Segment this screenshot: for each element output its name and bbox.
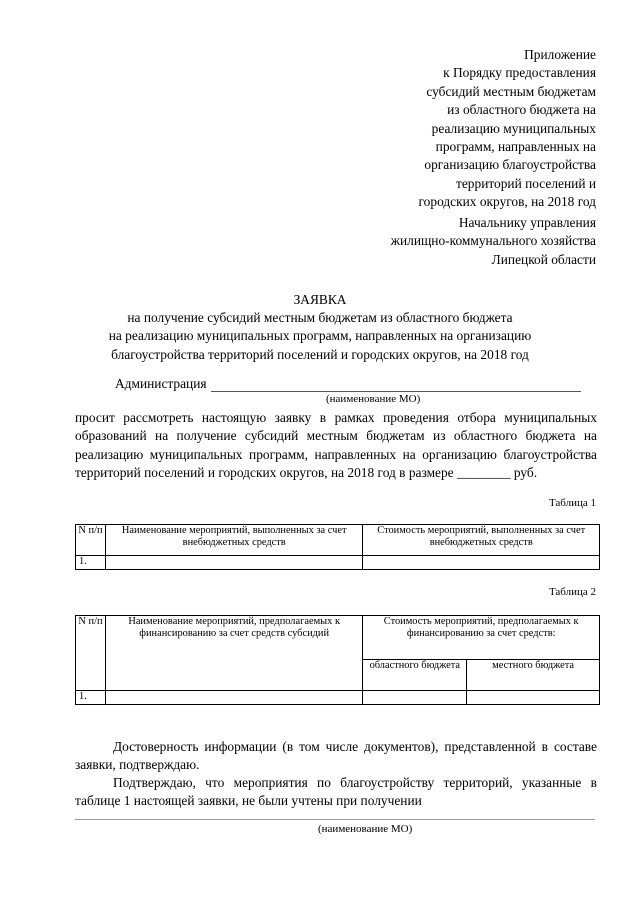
- addressee-line: Начальнику управления: [458, 215, 596, 230]
- document-heading: [0, 291, 640, 364]
- addressee-line: Липецкой области: [491, 251, 596, 267]
- table2-header-cost: Стоимость мероприятий, предполагаемых к финансированию за счет средств:: [363, 616, 600, 660]
- name-hint: (наименование МО): [326, 393, 421, 405]
- appendix-line: Приложение: [524, 47, 596, 62]
- heading-line: на получение субсидий местным бюджетам из областного бюджета: [127, 310, 513, 326]
- addressee-line: жилищно-коммунального хозяйства: [390, 233, 596, 249]
- signature-line: [75, 819, 595, 820]
- administration-label: Администрация: [115, 376, 207, 391]
- footer-name-hint: (наименование МО): [318, 823, 413, 835]
- table2-subheader-local: местного бюджета: [467, 660, 600, 691]
- table1-cell-name[interactable]: [105, 556, 362, 570]
- appendix-line: субсидий местным бюджетам: [426, 83, 596, 99]
- heading-line: на реализацию муниципальных программ, направленных на организацию: [108, 328, 532, 344]
- appendix-line: из областного бюджета на: [447, 102, 596, 118]
- appendix-line: организацию благоустройства: [424, 157, 596, 173]
- table1-row-num: 1.: [76, 556, 106, 570]
- table2-subheader-regional: областного бюджета: [363, 660, 467, 691]
- table2-header-name: Наименование мероприятий, предполагаемых к финансированию за счет средств субсидий: [105, 616, 362, 691]
- table1-header-cost: Стоимость мероприятий, выполненных за счет внебюджетных средств: [363, 525, 600, 556]
- table2-cell-regional[interactable]: [363, 691, 467, 705]
- table2-row-num: 1.: [76, 691, 106, 705]
- table2-cell-name[interactable]: [105, 691, 362, 705]
- appendix-line: к Порядку предоставления: [443, 65, 596, 81]
- confirmation-paragraph-2: Подтверждаю, что мероприятия по благоустройству территорий, указанные в таблице 1 настоящей заявки, не были учтены при получении: [75, 775, 597, 809]
- addressee: [296, 214, 596, 269]
- document-title: ЗАЯВКА: [293, 292, 347, 307]
- confirmation-paragraph-1: Достоверность информации (в том числе документов), представленной в составе заявки, подтверждаю.: [75, 739, 597, 773]
- appendix-line: реализацию муниципальных: [431, 120, 596, 136]
- table1-header-name: Наименование мероприятий, выполненных за счет внебюджетных средств: [105, 525, 362, 556]
- administration-name-field[interactable]: [211, 377, 581, 392]
- request-body: просит рассмотреть настоящую заявку в рамках проведения отбора муниципальных образований на получение субсидий местным бюджетам из областного бюджета на реализацию муниципальных программ, направленных на организацию благоустройства территорий поселений и городских округов, на 2018 год в размере ________ руб.: [75, 410, 597, 480]
- table2-header-num: N п/п: [76, 616, 106, 691]
- table1-caption: Таблица 1: [548, 497, 596, 509]
- table2-cell-local[interactable]: [467, 691, 600, 705]
- appendix-line: программ, направленных на: [435, 139, 596, 155]
- table2-caption: Таблица 2: [548, 586, 596, 598]
- table1-cell-cost[interactable]: [363, 556, 600, 570]
- appendix-note: [296, 46, 596, 212]
- table1-header-num: N п/п: [76, 525, 106, 556]
- appendix-line: территорий поселений и: [456, 175, 596, 191]
- heading-line: благоустройства территорий поселений и городских округов, на 2018 год: [111, 346, 529, 362]
- table-1: [75, 524, 600, 570]
- table-2: [75, 615, 600, 705]
- administration-line: [115, 376, 581, 392]
- appendix-line: городских округов, на 2018 год: [418, 194, 596, 210]
